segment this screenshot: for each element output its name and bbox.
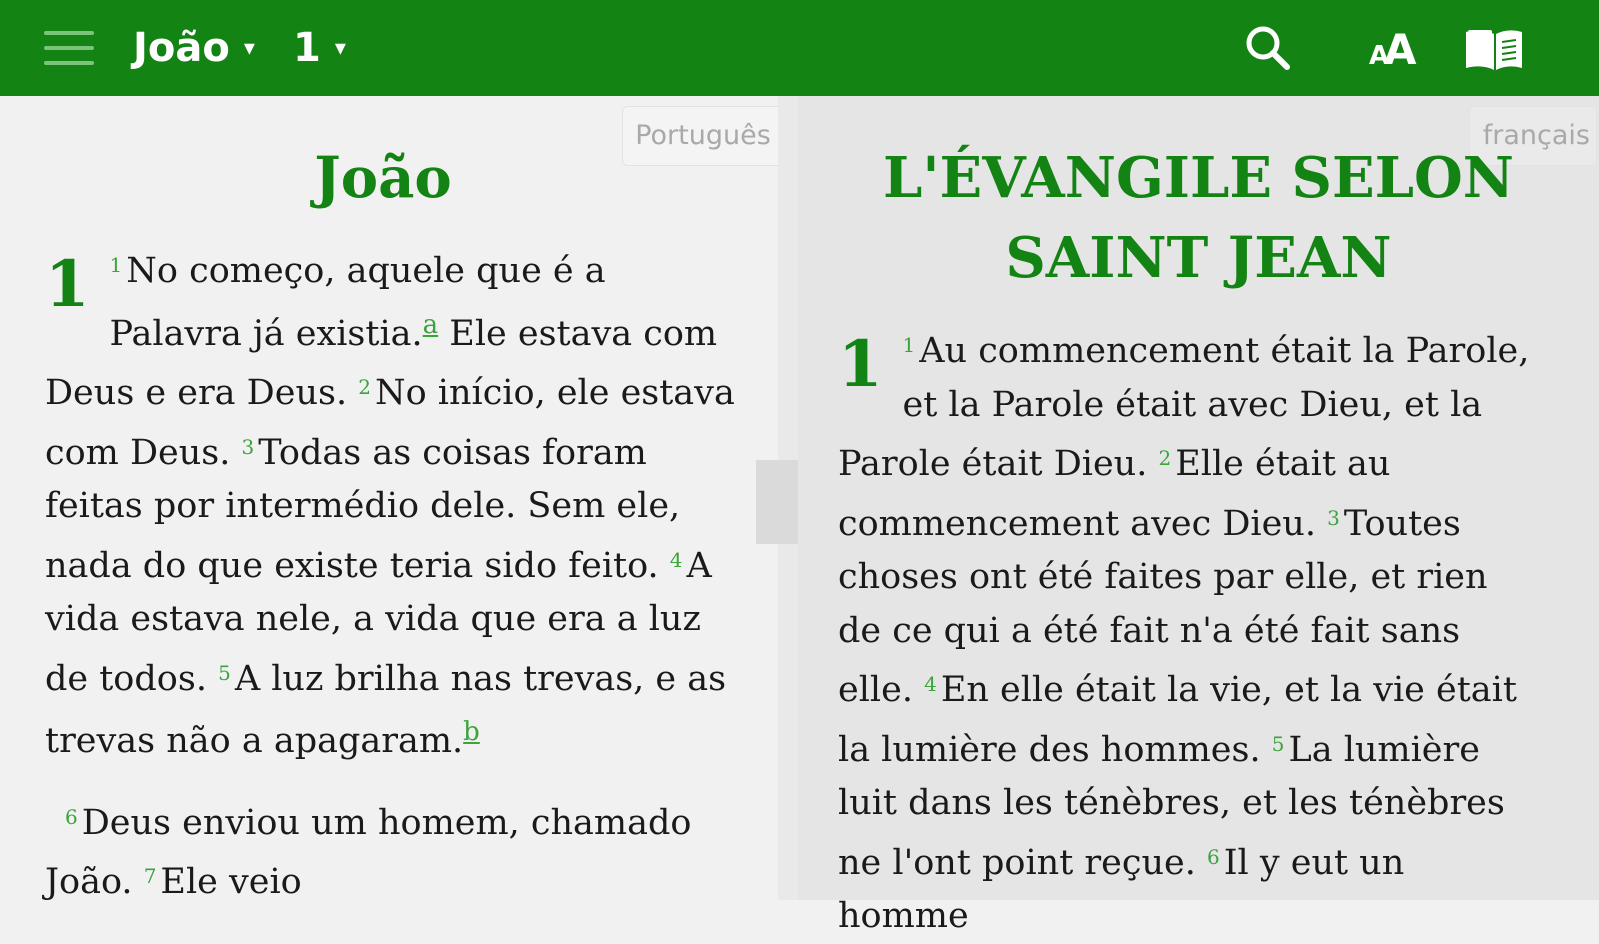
verse-number[interactable]: 6 xyxy=(1206,844,1220,869)
verse-text: Il y eut un homme xyxy=(838,842,1405,936)
verse-text: La lumière luit dans les ténèbres, et les ténèbres ne l'ont point reçue. xyxy=(838,729,1505,883)
chapter-selector[interactable] xyxy=(293,22,346,74)
verse-number[interactable]: 1 xyxy=(902,333,916,357)
verse-number[interactable]: 7 xyxy=(143,864,157,888)
left-reading-pane[interactable] xyxy=(0,96,778,900)
right-reading-pane[interactable] xyxy=(798,96,1599,936)
parallel-view-icon[interactable] xyxy=(1490,20,1546,76)
verse-number[interactable]: 1 xyxy=(109,253,123,277)
verse-number[interactable]: 2 xyxy=(1158,446,1172,470)
verse-text: Todas as coisas foram feitas por intermédio dele. Sem ele, nada do que existe teria sido feito. xyxy=(45,432,681,586)
chapter-selector-label: 1 xyxy=(293,25,321,71)
footnote-link[interactable]: b xyxy=(463,717,480,747)
verse-number[interactable]: 6 xyxy=(65,804,78,829)
book-selector-label: João xyxy=(133,25,230,71)
verse-number[interactable]: 3 xyxy=(1327,505,1340,530)
svg-text:A: A xyxy=(1384,25,1417,74)
verse-text: En elle était la vie, et la vie était la lumière des hommes. xyxy=(838,670,1517,770)
chevron-down-icon: ▾ xyxy=(243,35,255,61)
footnote-link[interactable]: a xyxy=(422,309,439,340)
book-title: João xyxy=(314,145,452,211)
font-size-icon[interactable] xyxy=(1368,20,1424,76)
svg-text:A: A xyxy=(1369,41,1390,71)
book-title: L'ÉVANGILE SELON SAINT JEAN xyxy=(883,145,1514,291)
paragraph xyxy=(838,319,1538,944)
verse-text: No começo, aquele que é a Palavra já existia. xyxy=(109,251,606,354)
verse-number[interactable]: 4 xyxy=(924,672,937,696)
verse-text: Ele veio xyxy=(160,862,302,902)
top-app-bar xyxy=(0,0,1599,96)
menu-icon[interactable] xyxy=(44,28,94,68)
paragraph xyxy=(45,791,735,910)
verse-text: A vida estava nele, a vida que era a luz de todos. xyxy=(45,545,712,699)
book-selector[interactable] xyxy=(133,22,255,74)
verse-number[interactable]: 5 xyxy=(218,660,231,685)
verse-number[interactable]: 3 xyxy=(241,434,255,459)
chapter-text xyxy=(838,319,1538,944)
chevron-down-icon: ▾ xyxy=(334,35,346,61)
verse-text: Elle était au commencement avec Dieu. xyxy=(838,444,1391,544)
verse-text: Toutes choses ont été faites par elle, et rien de ce qui a été fait n'a été fait sans elle. xyxy=(838,503,1488,710)
verse-number[interactable]: 4 xyxy=(669,547,683,572)
chapter-text xyxy=(45,239,735,910)
language-tag-portuguese[interactable]: Português xyxy=(622,106,784,166)
chapter-number: 1 xyxy=(45,247,90,322)
verse-number[interactable]: 2 xyxy=(358,375,371,399)
chapter-number: 1 xyxy=(838,327,883,402)
verse-text: No início, ele estava com Deus. xyxy=(45,373,735,473)
verse-text: Au commencement était la Parole, et la Parole était avec Dieu, et la Parole était Dieu. xyxy=(838,331,1530,484)
paragraph xyxy=(45,239,735,769)
pane-divider[interactable] xyxy=(778,96,798,900)
verse-text: Ele estava com Deus e era Deus. xyxy=(45,313,718,413)
search-icon[interactable] xyxy=(1240,20,1296,76)
language-tag-french[interactable]: français xyxy=(1469,106,1597,166)
verse-number[interactable]: 5 xyxy=(1271,731,1285,756)
resize-handle[interactable] xyxy=(756,460,800,544)
verse-text: A luz brilha nas trevas, e as trevas não a apagaram. xyxy=(45,658,727,761)
verse-text: Deus enviou um homem, chamado João. xyxy=(45,802,692,902)
